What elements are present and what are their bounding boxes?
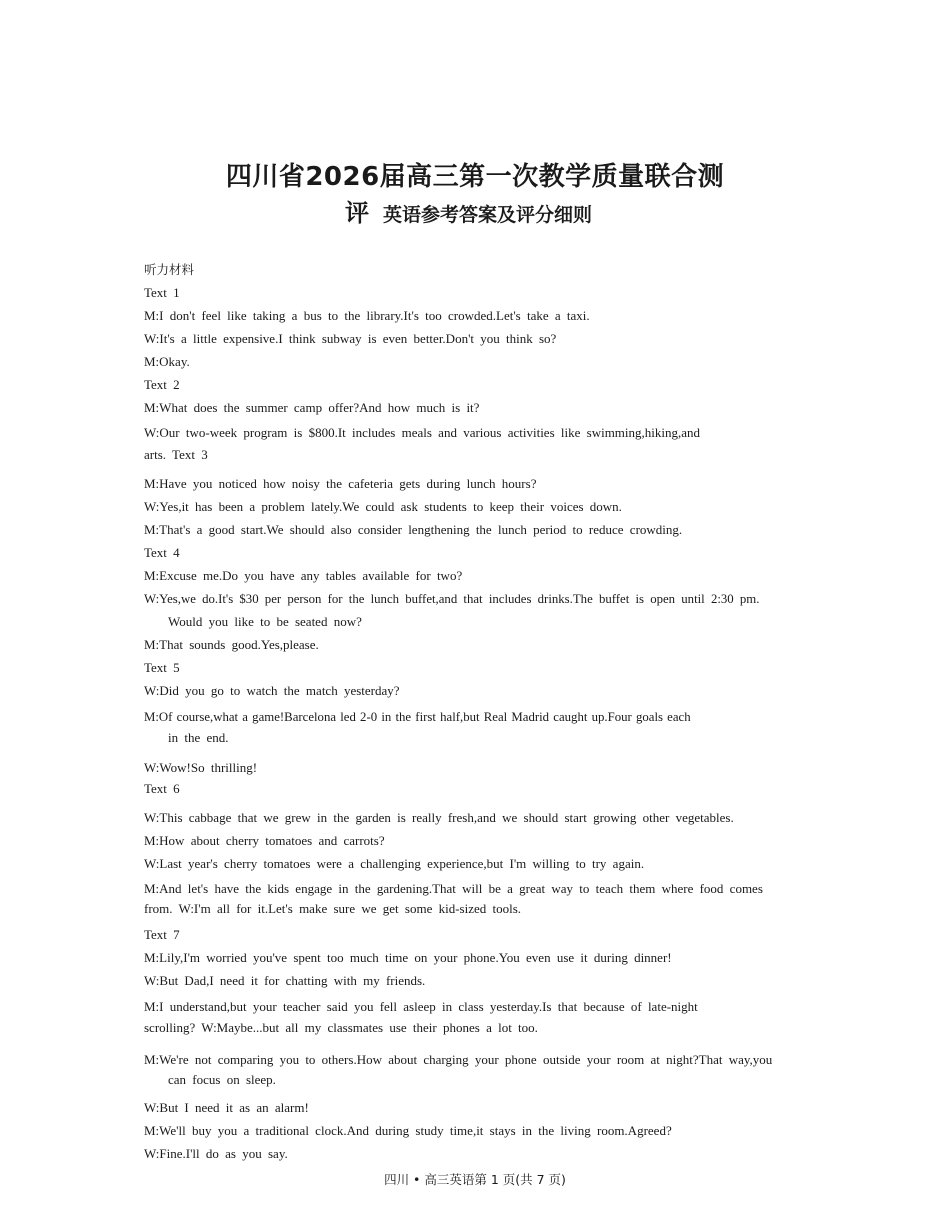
document-subtitle: 英语参考答案及评分细则 [383,204,593,226]
text-heading: Text 2 [144,377,180,392]
dialogue-line: M:That sounds good.Yes,please. [144,637,319,652]
dialogue-line: M:And let's have the kids engage in the gardening.That will be a great way to teach them where food comes [144,881,763,896]
dialogue-line: W:Wow!So thrilling! [144,760,258,775]
dialogue-line: W:Yes,we do.It's $30 per person for the lunch buffet,and that includes drinks.The buffet is open until 2:30 pm. [144,592,760,606]
text-heading: Text 1 [144,285,180,300]
dialogue-line-continued: Would you like to be seated now? [168,614,362,629]
dialogue-line: M:Of course,what a game!Barcelona led 2-0 in the first half,but Real Madrid caught up.Four goals each [144,710,691,724]
dialogue-line: W:Fine.I'll do as you say. [144,1146,288,1161]
text-heading: Text 7 [144,927,180,942]
dialogue-line: M:Have you noticed how noisy the cafeteria gets during lunch hours? [144,476,537,491]
dialogue-line: M:We'll buy you a traditional clock.And during study time,it stays in the living room.Agreed? [144,1123,672,1138]
dialogue-line: M:I understand,but your teacher said you fell asleep in class yesterday.Is that because of late-night [144,999,698,1014]
dialogue-line: W:It's a little expensive.I think subway is even better.Don't you think so? [144,331,557,346]
dialogue-line: arts. Text 3 [144,447,208,462]
dialogue-line: W:But I need it as an alarm! [144,1100,309,1115]
dialogue-line: M:We're not comparing you to others.How about charging your phone outside your room at night?That way,you [144,1052,773,1067]
dialogue-line: M:I don't feel like taking a bus to the library.It's too crowded.Let's take a taxi. [144,308,590,323]
dialogue-line: W:Last year's cherry tomatoes were a challenging experience,but I'm willing to try again. [144,856,645,871]
text-heading: Text 5 [144,660,180,675]
dialogue-line: W:Our two-week program is $800.It includes meals and various activities like swimming,hiking,and [144,425,701,440]
title-char: 评 [345,199,369,227]
dialogue-line: M:That's a good start.We should also consider lengthening the lunch period to reduce crowding. [144,522,683,537]
dialogue-line: from. W:I'm all for it.Let's make sure we get some kid-sized tools. [144,901,522,916]
dialogue-line: M:Okay. [144,354,190,369]
dialogue-line: scrolling? W:Maybe...but all my classmates use their phones a lot too. [144,1020,538,1035]
dialogue-line: W:Did you go to watch the match yesterday? [144,683,400,698]
page-footer: 四川 • 高三英语第 1 页(共 7 页) [384,1172,566,1187]
dialogue-line: M:Excuse me.Do you have any tables available for two? [144,568,463,583]
document-title-line1: 四川省2026届高三第一次教学质量联合测 [225,162,725,192]
dialogue-line-continued: in the end. [168,730,229,745]
dialogue-line: M:What does the summer camp offer?And how much is it? [144,400,480,415]
dialogue-line: M:Lily,I'm worried you've spent too much time on your phone.You even use it during dinner! [144,950,672,965]
dialogue-line-continued: can focus on sleep. [168,1072,276,1087]
text-heading: Text 4 [144,545,180,560]
dialogue-line: W:Yes,it has been a problem lately.We could ask students to keep their voices down. [144,499,622,514]
section-heading: 听力材料 [144,262,195,277]
document-title-line2 [345,193,765,228]
text-heading: Text 6 [144,781,180,796]
dialogue-line: W:But Dad,I need it for chatting with my friends. [144,973,426,988]
dialogue-line: W:This cabbage that we grew in the garden is really fresh,and we should start growing other vegetables. [144,810,734,825]
dialogue-line: M:How about cherry tomatoes and carrots? [144,833,385,848]
